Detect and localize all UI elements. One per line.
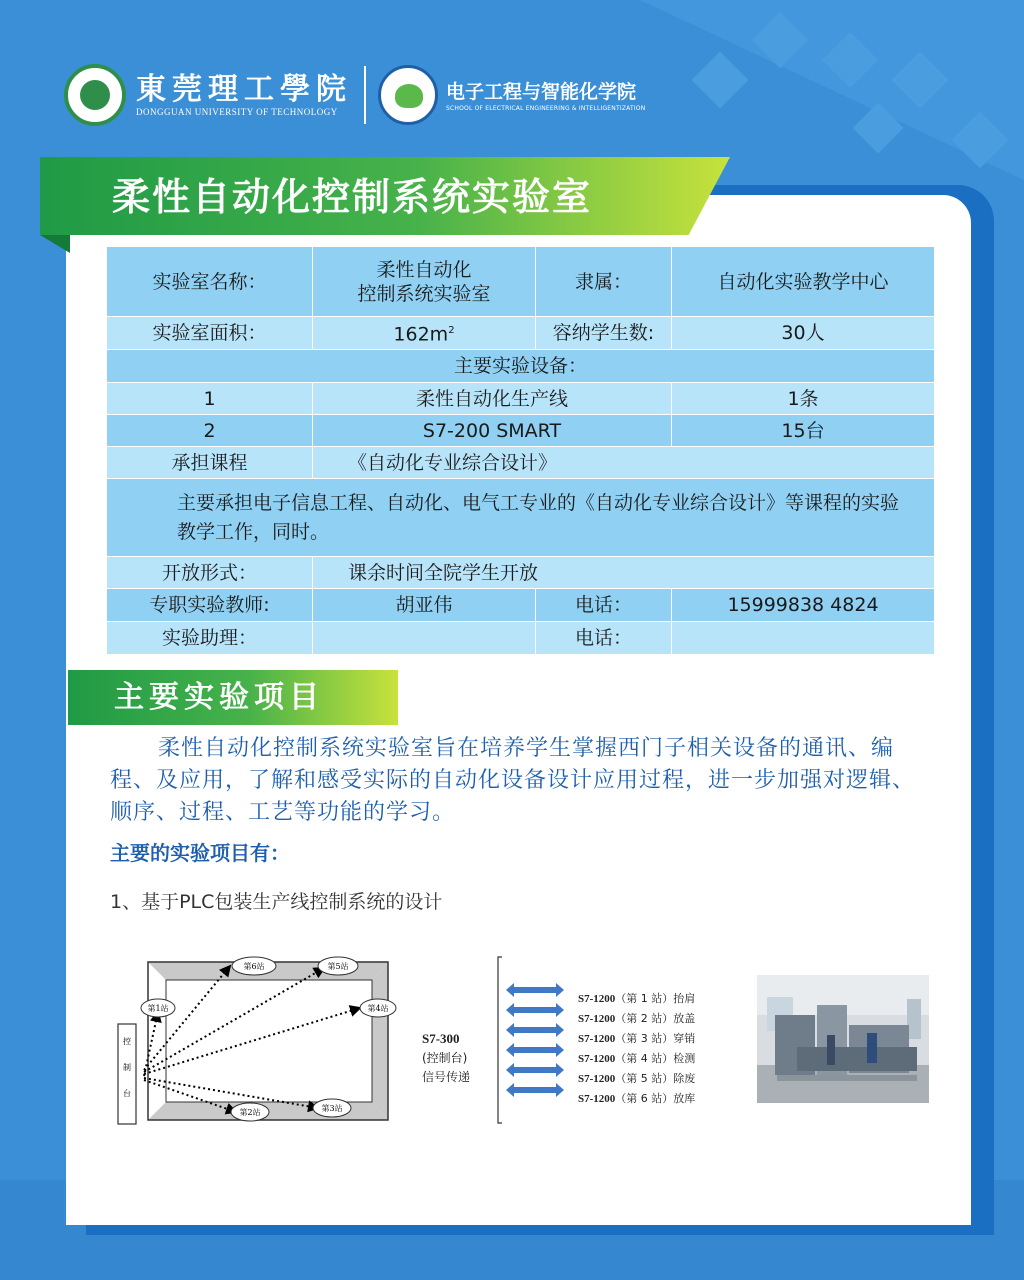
conveyor-right [372,962,388,1120]
phone-value: 15999838 4824 [672,589,935,622]
projects-subheading: 主要的实验项目有： [110,841,290,865]
production-line-diagram [112,952,402,1132]
school-name [446,79,645,112]
school-emblem-icon [378,65,438,125]
lab-description: 主要承担电子信息工程、自动化、电气工专业的《自动化专业综合设计》等课程的实验教学工作，同时。 [107,479,935,557]
double-arrow-icon [506,1063,564,1077]
lab-equipment-photo [757,975,929,1103]
project-item-1: 1、基于PLC包装生产线控制系统的设计 [110,891,443,913]
open-label: 开放形式： [107,557,313,589]
university-name-cn: 東莞理工學院 [136,72,352,107]
phone-label: 电话： [536,589,672,622]
section-title: 主要实验项目 [114,680,324,715]
table-row [107,415,935,447]
area-label: 实验室面积： [107,317,313,350]
station-label: 第3站 [321,1104,343,1113]
double-arrow-icon [506,1043,564,1057]
master-plc: S7-300 [422,1031,460,1046]
equipment-qty: 15台 [672,415,935,447]
bracket [498,957,502,1123]
university-name-en: DONGGUAN UNIVERSITY OF TECHNOLOGY [136,107,338,117]
station-label: 第4站 [367,1004,389,1013]
signal-label: 信号传递 [422,1070,471,1084]
assistant-label: 实验助理： [107,622,313,655]
double-arrow-icon [506,1023,564,1037]
teacher-value: 胡亚伟 [313,589,536,622]
header-logos [64,62,645,128]
section-description: 柔性自动化控制系统实验室旨在培养学生掌握西门子相关设备的通讯、编程、及应用，了解和感受实际的自动化设备设计应用过程，进一步加强对逻辑、顺序、过程、工艺等功能的学习。 [110,736,916,825]
station-label: 第1站 [147,1004,169,1013]
communication-diagram [418,955,748,1125]
slave-row: S7-1200（第 3 站）穿销 [578,1032,696,1045]
slave-row: S7-1200（第 6 站）放库 [578,1092,696,1105]
double-arrow-icon [506,983,564,997]
affiliation-value: 自动化实验教学中心 [672,247,935,317]
lab-info-table [106,246,935,655]
phone2-label: 电话： [536,622,672,655]
teacher-label: 专职实验教师: [107,589,313,622]
course-label: 承担课程 [107,447,313,479]
equipment-name: 柔性自动化生产线 [313,383,672,415]
lab-name-label: 实验室名称： [107,247,313,317]
lab-name-value: 柔性自动化 控制系统实验室 [313,247,536,317]
logo-divider [364,66,366,124]
station-label: 第2站 [239,1108,261,1117]
school-name-en: SCHOOL OF ELECTRICAL ENGINEERING & INTELLIGENTIZATION [446,104,646,112]
console-char: 制 [123,1063,131,1072]
phone2-value [672,622,935,655]
open-value: 课余时间全院学生开放 [313,557,935,589]
slave-row: S7-1200（第 2 站）放盖 [578,1012,696,1025]
console-char: 台 [123,1089,131,1098]
equipment-name: S7-200 SMART [313,415,672,447]
equipment-header: 主要实验设备： [107,350,935,383]
university-emblem-icon [64,64,126,126]
course-value: 《自动化专业综合设计》 [313,447,935,479]
area-value: $162m^2$ [313,317,536,350]
equipment-no: 2 [107,415,313,447]
assistant-value [313,622,536,655]
page-title: 柔性自动化控制系统实验室 [112,175,593,219]
affiliation-label: 隶属： [536,247,672,317]
double-arrow-icon [506,1003,564,1017]
slave-row: S7-1200（第 4 站）检测 [578,1052,696,1065]
master-sub: (控制台) [422,1051,468,1065]
slave-row: S7-1200（第 5 站）除废 [578,1072,696,1085]
station-label: 第6站 [243,962,265,971]
console-char: 控 [123,1037,131,1046]
capacity-label: 容纳学生数: [536,317,672,350]
table-row [107,383,935,415]
signal-arrows [506,983,564,1097]
double-arrow-icon [506,1083,564,1097]
station-label: 第5站 [327,962,349,971]
equipment-no: 1 [107,383,313,415]
school-name-cn: 电子工程与智能化学院 [446,80,637,103]
capacity-value: 30人 [672,317,935,350]
slave-row: S7-1200（第 1 站）抬肩 [578,992,696,1005]
university-name [136,73,352,117]
equipment-qty: 1条 [672,383,935,415]
